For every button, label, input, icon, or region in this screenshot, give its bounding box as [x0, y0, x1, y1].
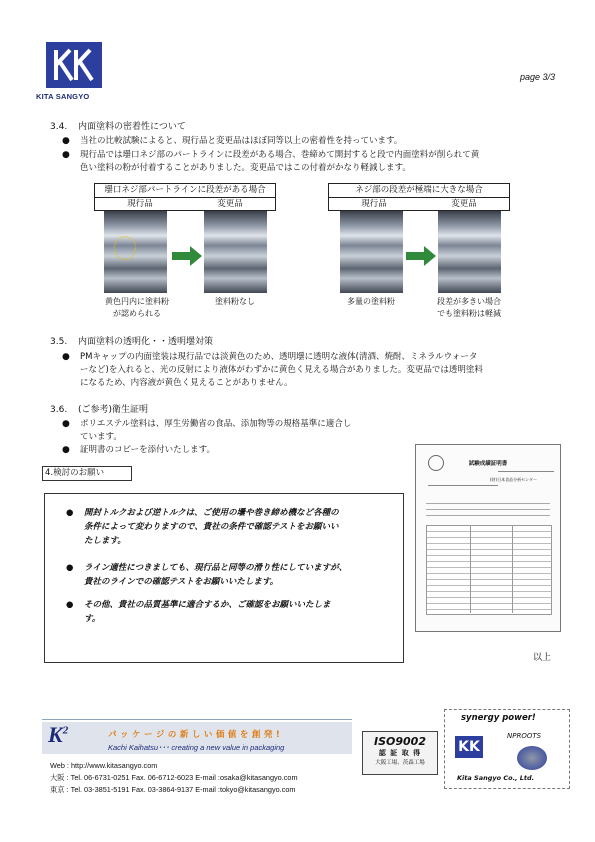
- section-title: 内面塗料の密着性について: [78, 122, 186, 132]
- comparison-right-header: [328, 183, 510, 211]
- k2-letter: K: [48, 722, 63, 747]
- section-number: 3.5.: [50, 337, 68, 347]
- contact-web[interactable]: Web : http://www.kitasangyo.com: [50, 761, 158, 770]
- section-3-5-heading: [50, 336, 530, 350]
- slogan: パッケージの新しい価値を創発!: [108, 730, 284, 740]
- certificate-issuer: (財)日本食品分析センター: [490, 477, 537, 482]
- bullet-text: 当社の比較試験によると、現行品と変更品はほぼ同等以上の密着性を持っています。: [80, 136, 403, 146]
- caption-changed-left: 塗料粉なし: [215, 297, 255, 306]
- synergy-text: synergy power!: [461, 713, 536, 723]
- bullet-text-cont: ています。: [80, 432, 122, 442]
- photo-current-right: [340, 211, 403, 293]
- bullet-item: [62, 418, 412, 431]
- certificate-table: [426, 525, 552, 615]
- bullet-icon: ●: [62, 136, 70, 146]
- caption-line: 黄色円内に塗料粉: [105, 297, 169, 306]
- col-changed: 変更品: [217, 199, 243, 209]
- request-line: たします。: [84, 536, 126, 546]
- bullet-text-cont: ーなど)を入れると、光の反射により液体がわずかに黄色く見える場合がありました。変更品では透明塗料: [80, 365, 483, 375]
- page-number: page 3/3: [520, 72, 556, 82]
- globe-icon: [517, 746, 547, 770]
- comparison-left-title: 壜口ネジ部パートラインに段差がある場合: [95, 184, 275, 198]
- kk-logo-icon: [46, 42, 102, 88]
- logo-name: KITA SANGYO: [36, 92, 90, 101]
- photo-current-left: [104, 211, 167, 293]
- bullet-text: PMキャップの内面塗装は現行品では淡黄色のため、透明壜に透明な液体(清酒、焼酎、ミネラルウォータ: [80, 352, 478, 362]
- section-number: 3.6.: [50, 405, 68, 415]
- section-title: (ご参考)衛生証明: [78, 405, 149, 415]
- request-line: 条件によって変わりますので、貴社の条件で確認テストをお願いい: [84, 522, 339, 532]
- section-3-4-heading: [50, 121, 530, 135]
- certificate-image: [415, 444, 561, 632]
- bullet-text-cont: になるため、内容液が黄色く見えることがありません。: [80, 378, 293, 388]
- bullet-icon: ●: [62, 445, 70, 455]
- k2-logo: [48, 722, 68, 748]
- iso-badge: [362, 731, 438, 775]
- caption-changed-right: [424, 296, 514, 320]
- bullet-item: [62, 444, 362, 457]
- synergy-logo-block: [444, 709, 570, 789]
- certificate-title: 試験成績証明書: [468, 461, 508, 467]
- request-item: [66, 561, 396, 589]
- iso-title: ISO9002: [374, 735, 426, 748]
- request-item: [66, 506, 396, 548]
- contact-tokyo: 東京 : Tel. 03-3851-5191 Fax. 03-3864-9137 E-mail :tokyo@kitasangyo.com: [50, 785, 296, 794]
- end-mark: 以上: [533, 653, 552, 663]
- k2-sup: 2: [62, 724, 69, 737]
- arrow-right-icon: [172, 246, 202, 266]
- company-logo: [46, 42, 102, 88]
- request-item: [66, 598, 396, 626]
- bullet-text: ポリエステル塗料は、厚生労働省の食品、添加物等の規格基準に適合し: [80, 419, 352, 429]
- caption-current-left: [94, 296, 180, 320]
- request-heading: 4.検討のお願い: [42, 466, 132, 481]
- col-current: 現行品: [361, 199, 387, 209]
- bullet-icon: ●: [66, 600, 74, 610]
- section-3-6-heading: [50, 404, 350, 418]
- section-title: 内面塗料の透明化・・透明壜対策: [78, 337, 214, 347]
- bullet-text: 現行品では壜口ネジ部のパートラインに段差がある場合、巻締めて開封すると段で内面塗料が削られて黄: [80, 150, 480, 160]
- request-line: ライン適性につきましても、現行品と同等の滑り性にしていますが、: [84, 563, 348, 573]
- caption-line: 段差が多きい場合: [437, 297, 501, 306]
- col-changed: 変更品: [451, 199, 477, 209]
- bullet-item: [62, 149, 542, 162]
- contact-osaka: 大阪 : Tel. 06-6731-0251 Fax. 06-6712-6023 E-mail :osaka@kitasangyo.com: [50, 773, 298, 782]
- caption-current-right: 多量の塗料粉: [347, 297, 395, 306]
- caption-line: でも塗料粉は軽減: [437, 309, 501, 318]
- col-current: 現行品: [127, 199, 153, 209]
- request-line: 開封トルクおよび逆トルクは、ご使用の壜や巻き締め機など各種の: [84, 508, 339, 518]
- photo-changed-left: [204, 211, 267, 293]
- company-name: Kita Sangyo Co., Ltd.: [457, 774, 535, 782]
- bullet-icon: ●: [66, 508, 74, 518]
- kk-small-logo-icon: KK: [455, 736, 483, 758]
- bullet-icon: ●: [62, 352, 70, 362]
- comparison-left-header: [94, 183, 276, 211]
- iso-sub: 認 証 取 得: [378, 749, 422, 757]
- bullet-item: [62, 135, 542, 148]
- bullet-text-cont: 色い塗料の粉が付着することがありました。変更品ではこの付着がかなり軽減します。: [80, 163, 411, 173]
- section-number: 3.4.: [50, 122, 68, 132]
- request-line: その他、貴社の品質基準に適合するか、ご確認をお願いいたしま: [84, 600, 331, 610]
- arrow-right-icon: [406, 246, 436, 266]
- footer-divider: [42, 719, 352, 720]
- bullet-text: 証明書のコピーを添付いたします。: [80, 445, 215, 455]
- bullet-item: [62, 351, 552, 364]
- nproots-text: NPROOTS: [507, 732, 542, 740]
- photo-changed-right: [438, 211, 501, 293]
- request-line: 貴社のラインでの確認テストをお願いいたします。: [84, 577, 279, 587]
- bullet-icon: ●: [62, 150, 70, 160]
- tagline: Kachi Kaihatsu･･･ creating a new value in packaging: [108, 743, 285, 752]
- bullet-icon: ●: [62, 419, 70, 429]
- iso-site: 大阪工場、茨森工場: [375, 760, 425, 766]
- bullet-icon: ●: [66, 563, 74, 573]
- request-line: す。: [84, 614, 101, 624]
- yellow-circle-marker: [114, 236, 136, 260]
- comparison-right-title: ネジ部の段差が極端に大きな場合: [329, 184, 509, 198]
- caption-line: が認められる: [113, 309, 161, 318]
